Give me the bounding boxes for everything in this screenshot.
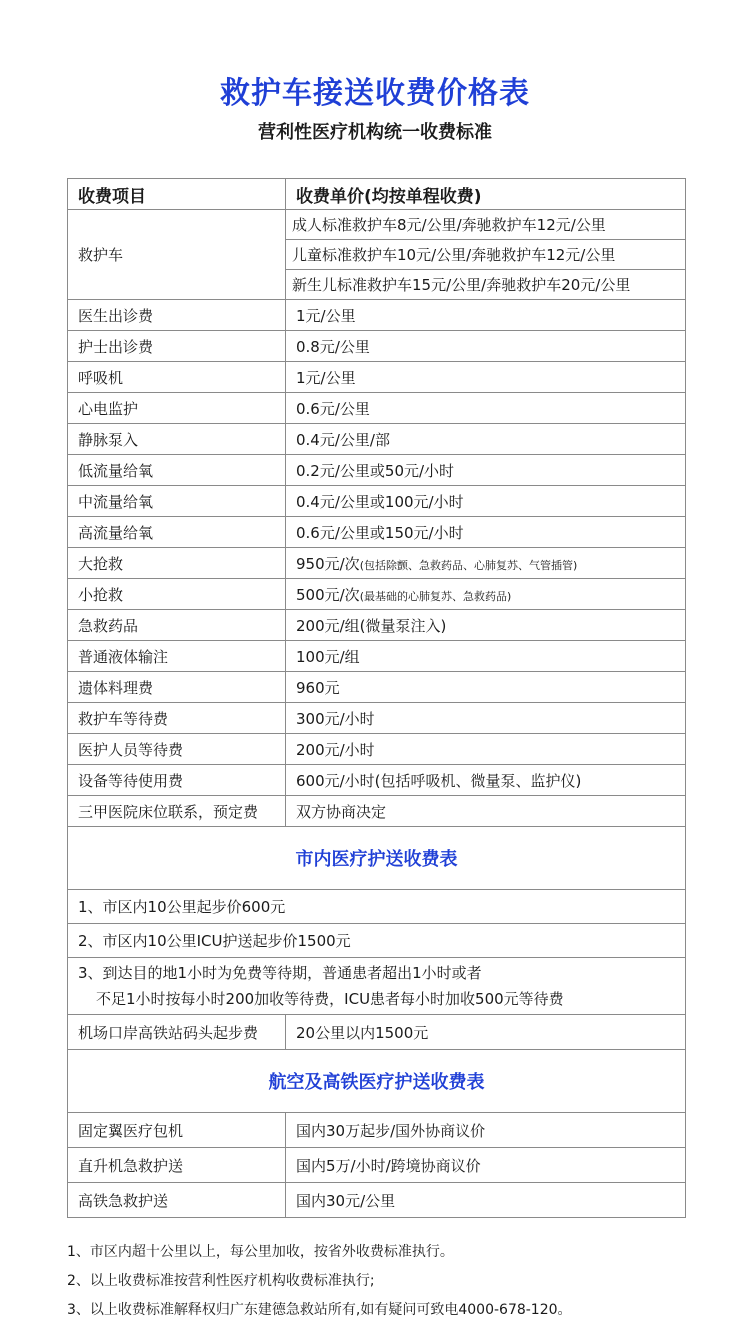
fee-row [68,672,686,703]
city-item: 2、市区内10公里ICU护送起步价1500元 [68,924,686,958]
footnote: 2、以上收费标准按营利性医疗机构收费标准执行; [67,1273,375,1289]
ambulance-label: 救护车 [68,210,286,300]
fee-price-note: (最基础的心肺复苏、急救药品) [359,589,512,603]
fee-item: 急救药品 [68,610,286,641]
ambulance-row [68,210,686,240]
fee-price-value: 600元/小时(包括呼吸机、微量泵、监护仪) [296,771,582,790]
fee-row [68,796,686,827]
fee-price-value: 200元/组(微量泵注入) [296,616,447,635]
air-item: 直升机急救护送 [68,1148,286,1183]
fee-item: 大抢救 [68,548,286,579]
fee-price-value: 0.6元/公里 [296,399,370,418]
fee-price [286,300,686,331]
fee-item: 医护人员等待费 [68,734,286,765]
fee-price [286,486,686,517]
air-section-header [68,1050,686,1113]
fee-row [68,517,686,548]
fee-item: 中流量给氧 [68,486,286,517]
air-row [68,1113,686,1148]
fee-price [286,362,686,393]
fee-row [68,765,686,796]
air-item: 高铁急救护送 [68,1183,286,1218]
air-row [68,1183,686,1218]
fee-price [286,610,686,641]
fee-price [286,703,686,734]
page-title: 救护车接送收费价格表 [220,76,530,111]
city-section-title: 市内医疗护送收费表 [68,827,686,890]
fee-price [286,331,686,362]
airport-row [68,1015,686,1050]
city-item [68,958,686,1015]
fee-item: 医生出诊费 [68,300,286,331]
air-price: 国内5万/小时/跨境协商议价 [286,1148,686,1183]
city-item: 1、市区内10公里起步价600元 [68,890,686,924]
airport-price: 20公里以内1500元 [286,1015,686,1050]
fee-price-value: 1元/公里 [296,368,356,387]
fee-price-value: 200元/小时 [296,740,375,759]
fee-row [68,300,686,331]
fee-price [286,517,686,548]
air-row [68,1148,686,1183]
air-section-title: 航空及高铁医疗护送收费表 [68,1050,686,1113]
fee-price-value: 0.2元/公里或50元/小时 [296,461,455,480]
fee-item: 护士出诊费 [68,331,286,362]
footnote: 1、市区内超十公里以上，每公里加收，按省外收费标准执行。 [67,1244,454,1260]
fee-item: 高流量给氧 [68,517,286,548]
fee-price [286,548,686,579]
fee-row [68,703,686,734]
fee-price [286,424,686,455]
fee-price-value: 0.6元/公里或150元/小时 [296,523,464,542]
air-price: 国内30万起步/国外协商议价 [286,1113,686,1148]
city-section-header [68,827,686,890]
fee-price-value: 1元/公里 [296,306,356,325]
fee-row [68,610,686,641]
ambulance-rate-child: 儿童标准救护车10元/公里/奔驰救护车12元/公里 [286,240,686,270]
fee-item: 低流量给氧 [68,455,286,486]
footnotes [67,1238,717,1325]
fee-price [286,579,686,610]
fee-item: 小抢救 [68,579,286,610]
fee-item: 遗体料理费 [68,672,286,703]
fee-price-value: 500元/次 [296,585,360,604]
fee-row [68,424,686,455]
fee-price-value: 960元 [296,678,340,697]
fee-price [286,734,686,765]
air-rows [68,1113,686,1218]
page-subtitle: 营利性医疗机构统一收费标准 [258,122,492,143]
ambulance-rate-adult: 成人标准救护车8元/公里/奔驰救护车12元/公里 [286,210,686,240]
fee-price [286,641,686,672]
fee-row [68,548,686,579]
city-item-3-line1: 3、到达目的地1小时为免费等待期，普通患者超出1小时或者 [78,964,482,982]
fee-item: 静脉泵入 [68,424,286,455]
table-header [68,179,686,210]
fee-row [68,393,686,424]
fee-price-value: 0.4元/公里或100元/小时 [296,492,464,511]
air-price: 国内30元/公里 [286,1183,686,1218]
price-table [67,178,686,1218]
fee-price-value: 双方协商决定 [296,802,387,821]
fee-row [68,331,686,362]
fee-item: 普通液体输注 [68,641,286,672]
fee-price-value: 0.8元/公里 [296,337,370,356]
ambulance-rate-newborn: 新生儿标准救护车15元/公里/奔驰救护车20元/公里 [286,270,686,300]
fee-price-value: 300元/小时 [296,709,375,728]
fee-row [68,734,686,765]
city-item-3-line2: 不足1小时按每小时200加收等待费，ICU患者每小时加收500元等待费 [96,990,564,1008]
fee-item: 救护车等待费 [68,703,286,734]
fee-item: 心电监护 [68,393,286,424]
fee-price [286,765,686,796]
fee-price-value: 100元/组 [296,647,360,666]
fee-price-note: (包括除颤、急救药品、心肺复苏、气管插管) [359,558,578,572]
airport-item: 机场口岸高铁站码头起步费 [68,1015,286,1050]
air-item: 固定翼医疗包机 [68,1113,286,1148]
city-item-row [68,890,686,924]
fee-price [286,796,686,827]
fee-item: 呼吸机 [68,362,286,393]
city-item-row [68,924,686,958]
header-item: 收费项目 [68,179,286,210]
fee-row [68,455,686,486]
fee-row [68,579,686,610]
fee-item: 设备等待使用费 [68,765,286,796]
fee-item: 三甲医院床位联系，预定费 [68,796,286,827]
fee-price-value: 950元/次 [296,554,360,573]
fee-price [286,393,686,424]
header-price: 收费单价(均按单程收费) [286,179,686,210]
fee-price [286,455,686,486]
footnote: 3、以上收费标准解释权归广东建德急救站所有,如有疑问可致电4000-678-120。 [67,1302,572,1318]
fee-row [68,641,686,672]
city-item-row [68,958,686,1015]
fee-row [68,486,686,517]
fee-row [68,362,686,393]
fee-price-value: 0.4元/公里/部 [296,430,390,449]
fee-rows [68,300,686,827]
fee-price [286,672,686,703]
